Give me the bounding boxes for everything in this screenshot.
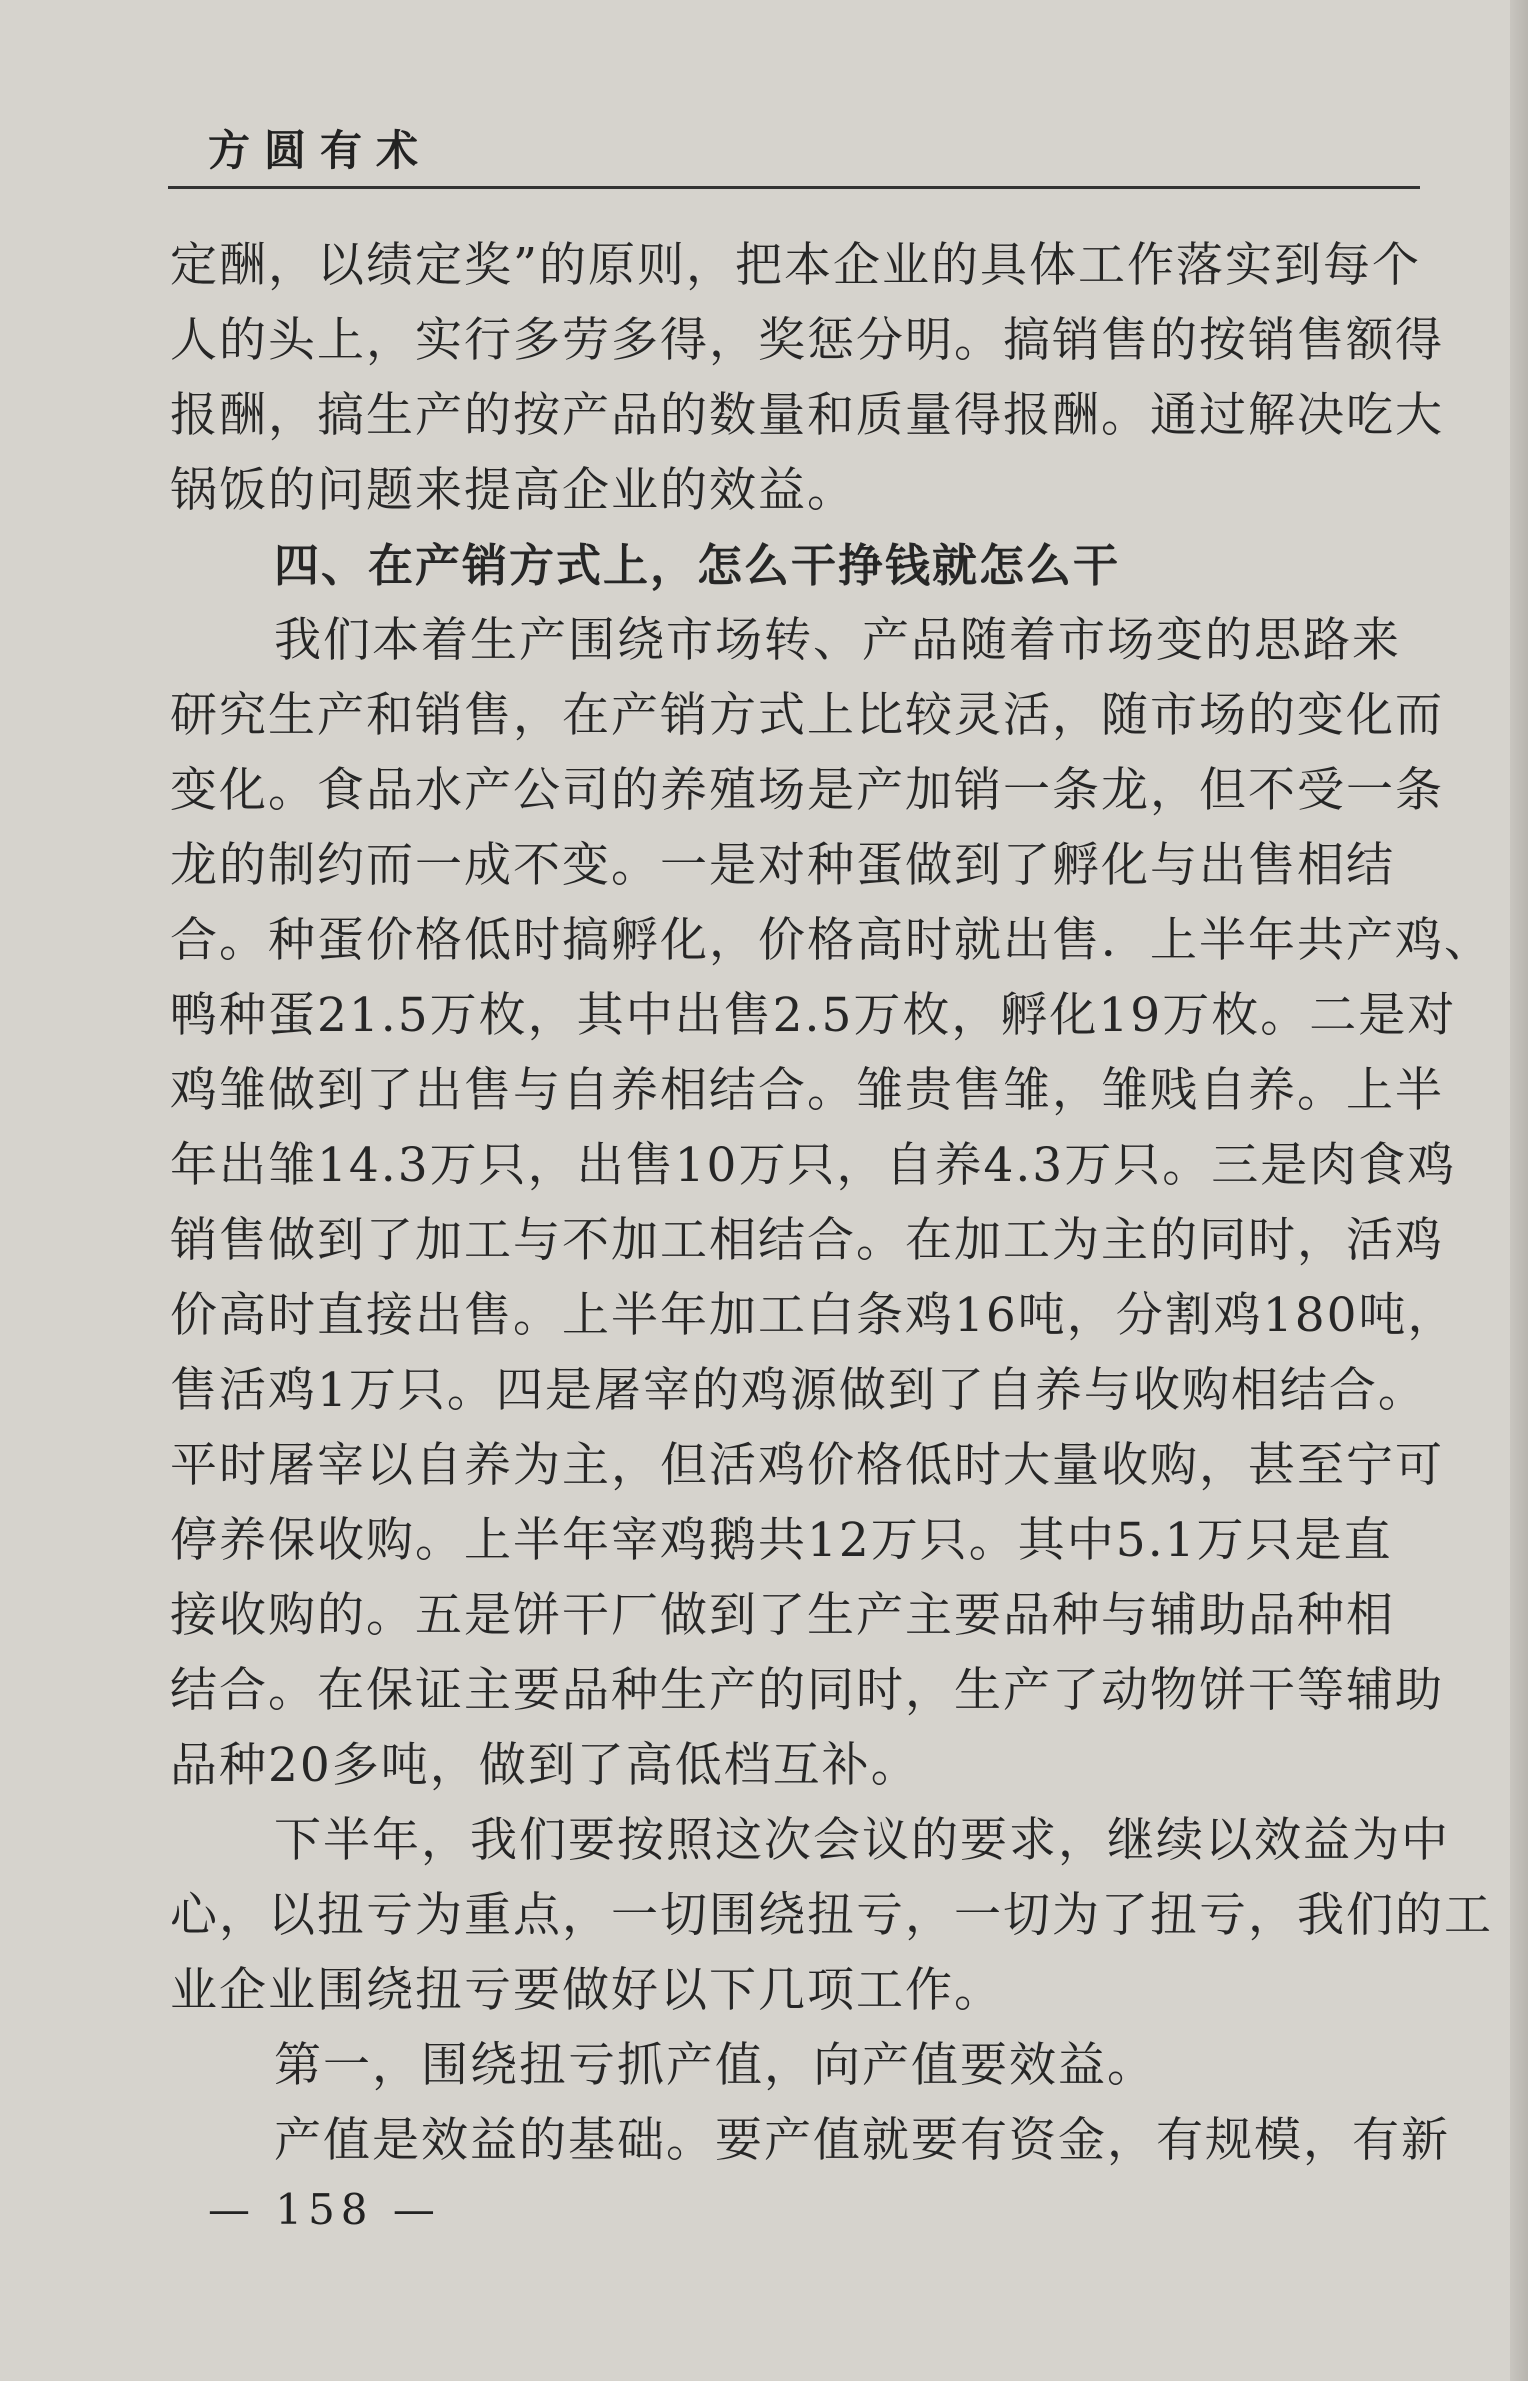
text-line: 销售做到了加工与不加工相结合。在加工为主的同时，活鸡 <box>170 1213 1444 1268</box>
text-line: 下半年，我们要按照这次会议的要求，继续以效益为中 <box>274 1813 1450 1868</box>
subheading-line: 第一，围绕扭亏抓产值，向产值要效益。 <box>274 2038 1156 2093</box>
text-line: 鸭种蛋21.5万枚，其中出售2.5万枚，孵化19万枚。二是对 <box>170 988 1457 1043</box>
text-line: 平时屠宰以自养为主，但活鸡价格低时大量收购，甚至宁可 <box>170 1438 1444 1493</box>
text-line: 变化。食品水产公司的养殖场是产加销一条龙，但不受一条 <box>170 763 1444 818</box>
header-rule <box>168 186 1420 189</box>
text-line: 品种20多吨，做到了高低档互补。 <box>170 1738 920 1793</box>
text-line: 龙的制约而一成不变。一是对种蛋做到了孵化与出售相结 <box>170 838 1395 893</box>
text-line: 锅饭的问题来提高企业的效益。 <box>170 463 856 518</box>
text-line: 心，以扭亏为重点，一切围绕扭亏，一切为了扭亏，我们的工 <box>170 1888 1493 1943</box>
text-line: 结合。在保证主要品种生产的同时，生产了动物饼干等辅助 <box>170 1663 1444 1718</box>
text-line: 接收购的。五是饼干厂做到了生产主要品种与辅助品种相 <box>170 1588 1395 1643</box>
text-line: 鸡雏做到了出售与自养相结合。雏贵售雏，雏贱自养。上半 <box>170 1063 1444 1118</box>
text-line: 业企业围绕扭亏要做好以下几项工作。 <box>170 1963 1003 2018</box>
text-line: 合。种蛋价格低时搞孵化，价格高时就出售．上半年共产鸡、 <box>170 913 1493 968</box>
text-line: 售活鸡1万只。四是屠宰的鸡源做到了自养与收购相结合。 <box>170 1363 1427 1418</box>
running-header-title: 方圆有术 <box>208 126 433 175</box>
text-line: 报酬，搞生产的按产品的数量和质量得报酬。通过解决吃大 <box>170 388 1444 443</box>
text-line: 年出雏14.3万只，出售10万只，自养4.3万只。三是肉食鸡 <box>170 1138 1457 1193</box>
text-line: 定酬，以绩定奖”的原则，把本企业的具体工作落实到每个 <box>170 238 1422 293</box>
page-edge-shadow <box>1510 0 1528 2381</box>
text-line: 价高时直接出售。上半年加工白条鸡16吨，分割鸡180吨， <box>170 1288 1457 1343</box>
page-number: — 158 — <box>208 2185 441 2234</box>
text-line: 研究生产和销售，在产销方式上比较灵活，随市场的变化而 <box>170 688 1444 743</box>
text-line: 我们本着生产围绕市场转、产品随着市场变的思路来 <box>274 613 1401 668</box>
section-heading: 四、在产销方式上，怎么干挣钱就怎么干 <box>274 539 1121 592</box>
text-line: 人的头上，实行多劳多得，奖惩分明。搞销售的按销售额得 <box>170 313 1444 368</box>
text-line: 停养保收购。上半年宰鸡鹅共12万只。其中5.1万只是直 <box>170 1513 1393 1568</box>
body-text <box>170 228 1493 2178</box>
text-line: 产值是效益的基础。要产值就要有资金，有规模，有新 <box>274 2113 1450 2168</box>
